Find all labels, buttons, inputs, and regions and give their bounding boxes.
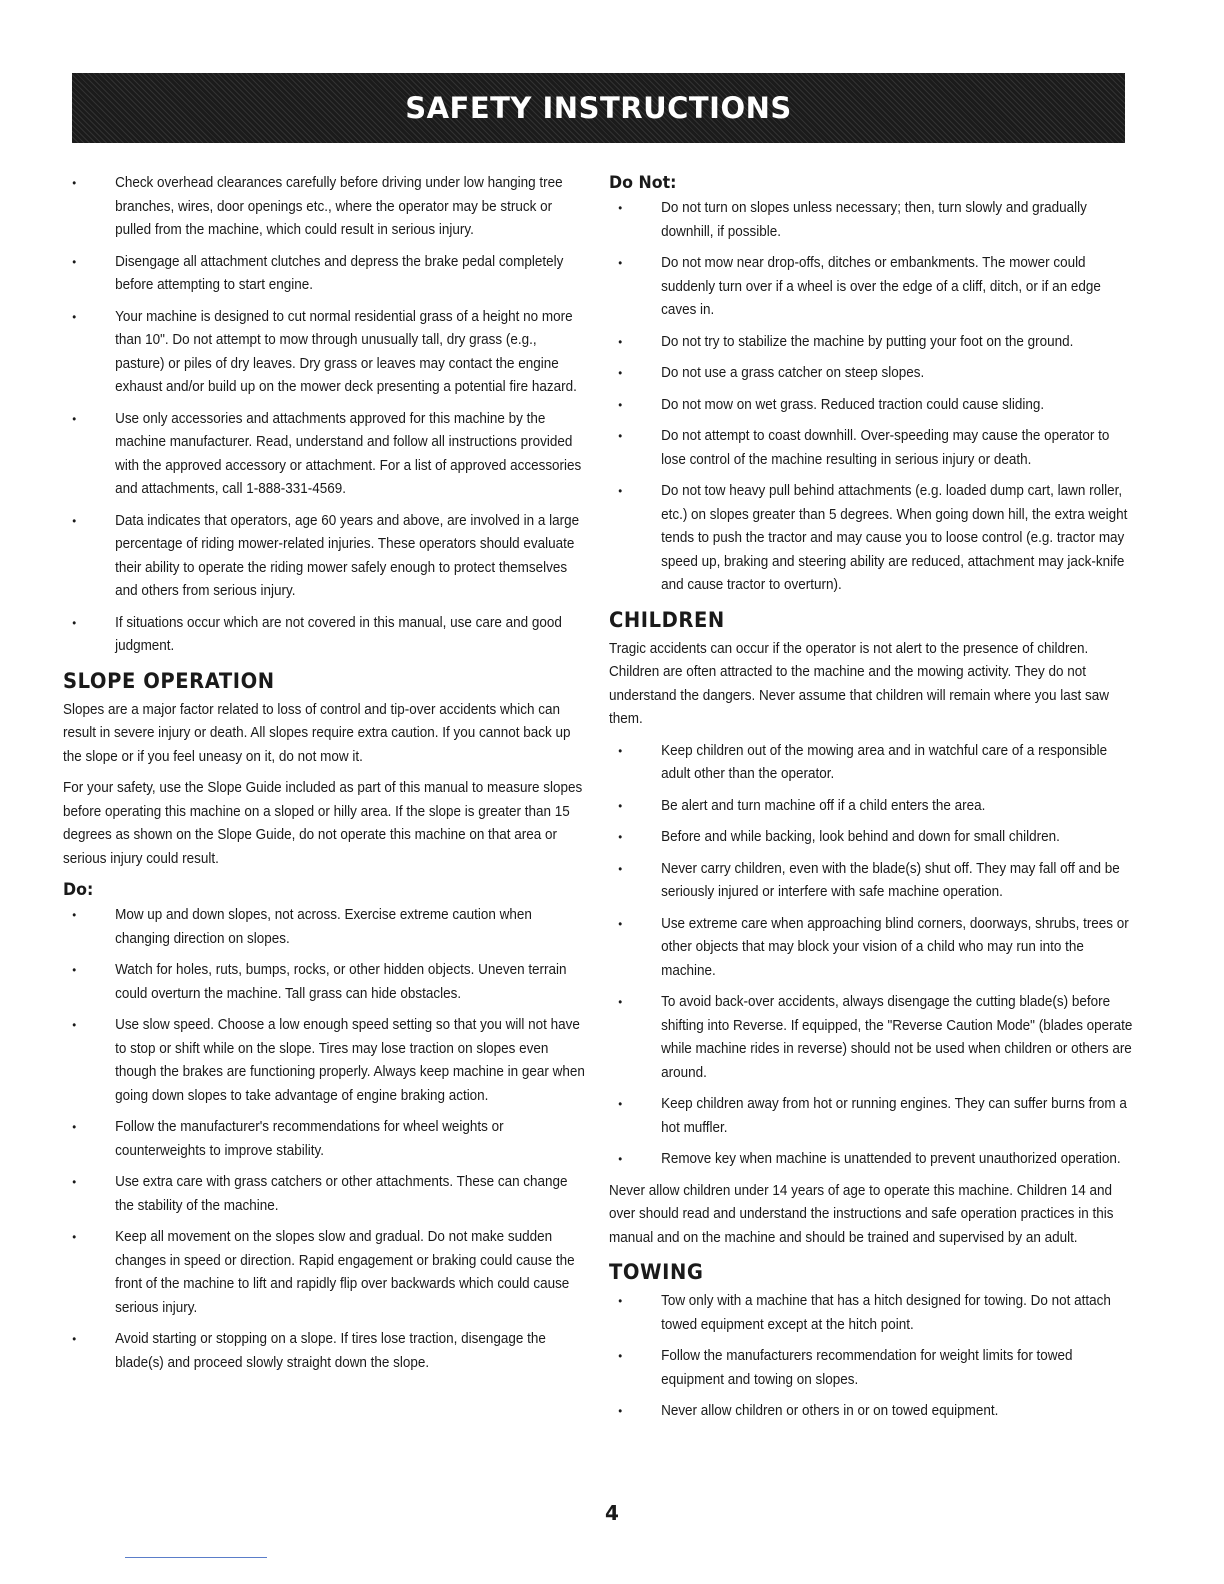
list-item-text: To avoid back-over accidents, always disengage the cutting blade(s) before shifting into Reverse. If equipped, the "Reverse Caution Mode" (blades operate while machine rides in reverse) should not be used when children or others are around.: [661, 994, 1133, 1081]
list-item-text: Follow the manufacturers recommendation for weight limits for towed equipment and towing on slopes.: [661, 1348, 1073, 1388]
list-item-text: Use only accessories and attachments approved for this machine by the machine manufacturer. Read, understand and follow all instructions provided with the approved accessory or attachment. For a list of approved accessories and attachments, call 1-888-331-4569.: [115, 410, 582, 497]
list-item: [609, 795, 1134, 819]
list-item: [609, 740, 1134, 787]
bullet-icon: •: [618, 1097, 623, 1111]
bullet-icon: •: [618, 201, 623, 215]
list-item-text: Use extra care with grass catchers or other attachments. These can change the stability of the machine.: [115, 1174, 568, 1214]
list-item: [63, 959, 588, 1006]
bullet-icon: •: [618, 995, 623, 1009]
bullet-icon: •: [72, 176, 77, 190]
bullet-icon: •: [72, 1230, 77, 1244]
list-item-text: Before and while backing, look behind and down for small children.: [661, 829, 1060, 845]
list-item: [63, 612, 588, 659]
slope-do-list: [63, 904, 588, 1375]
list-item: [609, 1148, 1134, 1172]
list-item-text: Keep children away from hot or running engines. They can suffer burns from a hot muffler.: [661, 1096, 1127, 1136]
list-item-text: Your machine is designed to cut normal residential grass of a height no more than 10". Do not attempt to mow through unusually tall, dry grass (e.g., pasture) or piles of dry leaves. Dry grass or leaves may contact the engine exhaust and/or build up on the mower deck presenting a potential fire hazard.: [115, 308, 577, 395]
list-item: [63, 172, 588, 243]
list-item-text: Remove key when machine is unattended to prevent unauthorized operation.: [661, 1151, 1121, 1167]
right-column: [609, 172, 1134, 1432]
bullet-icon: •: [72, 513, 77, 528]
bullet-icon: •: [618, 1349, 623, 1363]
bullet-icon: •: [72, 254, 77, 269]
list-item-text: Keep children out of the mowing area and in watchful care of a responsible adult other than the operator.: [661, 742, 1108, 782]
list-item: [609, 362, 1134, 386]
list-item: [63, 1014, 588, 1108]
list-item-text: Never allow children or others in or on towed equipment.: [661, 1403, 999, 1419]
children-closing: Never allow children under 14 years of age to operate this machine. Children 14 and over should read and understand the instructions and safe operation practices in this manual and on the machine and should be trained and supervised by an adult.: [609, 1182, 1114, 1246]
bullet-icon: •: [72, 1018, 77, 1032]
list-item-text: If situations occur which are not covered in this manual, use care and good judgment.: [115, 614, 562, 654]
intro-safety-list: [63, 172, 588, 659]
list-item: [63, 1328, 588, 1375]
list-item-text: Do not turn on slopes unless necessary; then, turn slowly and gradually downhill, if possible.: [661, 200, 1087, 240]
list-item-text: Do not mow near drop-offs, ditches or embankments. The mower could suddenly turn over if a wheel is over the edge of a cliff, ditch, or if an edge caves in.: [661, 255, 1101, 318]
list-item-text: Tow only with a machine that has a hitch designed for towing. Do not attach towed equipment except at the hitch point.: [661, 1293, 1111, 1333]
page-number: 4: [605, 1501, 619, 1525]
bullet-icon: •: [618, 1294, 623, 1308]
list-item: [609, 991, 1134, 1085]
list-item: [609, 913, 1134, 984]
bullet-icon: •: [72, 908, 77, 922]
list-item: [63, 510, 588, 604]
list-item: [63, 1171, 588, 1218]
list-item-text: Data indicates that operators, age 60 years and above, are involved in a large percentage of riding mower-related injuries. These operators should evaluate their ability to operate the riding mower safely enough to protect themselves and others from serious injury.: [115, 512, 580, 599]
list-item-text: Never carry children, even with the blade(s) shut off. They may fall off and be seriously injured or interfere with safe machine operation.: [661, 860, 1120, 900]
page-title: SAFETY INSTRUCTIONS: [405, 91, 792, 125]
list-item: [63, 904, 588, 951]
list-item-text: Follow the manufacturer's recommendations for wheel weights or counterweights to improve stability.: [115, 1119, 504, 1159]
bullet-icon: •: [618, 366, 623, 380]
list-item: [609, 197, 1134, 244]
list-item: [609, 1400, 1134, 1424]
bullet-icon: •: [72, 1175, 77, 1189]
slope-paragraph-2: For your safety, use the Slope Guide included as part of this manual to measure slopes before operating this machine on a sloped or hilly area. If the slope is greater than 15 degrees as shown on the Slope Guide, do not operate this machine on that area or serious injury could result.: [63, 780, 583, 867]
bullet-icon: •: [72, 615, 77, 630]
bullet-icon: •: [618, 334, 623, 349]
section-title-children: CHILDREN: [609, 607, 725, 632]
bullet-icon: •: [618, 484, 623, 498]
footer-rule: [125, 1557, 267, 1558]
slope-do-not-list: [609, 197, 1134, 598]
page-header-banner: [72, 73, 1125, 143]
list-item-text: Do not mow on wet grass. Reduced traction could cause sliding.: [661, 396, 1045, 413]
bullet-icon: •: [618, 256, 623, 270]
list-item: [609, 858, 1134, 905]
left-column: [63, 172, 588, 1383]
section-title-slope-operation: SLOPE OPERATION: [63, 668, 275, 693]
list-item-text: Avoid starting or stopping on a slope. If tires lose traction, disengage the blade(s) and proceed slowly straight down the slope.: [115, 1331, 546, 1371]
list-item-text: Keep all movement on the slopes slow and gradual. Do not make sudden changes in speed or direction. Rapid engagement or braking could cause the front of the machine to lift and rapidly flip over backwards which could cause serious injury.: [115, 1229, 575, 1316]
list-item-text: Mow up and down slopes, not across. Exercise extreme caution when changing direction on slopes.: [115, 907, 532, 947]
list-item-text: Use extreme care when approaching blind corners, doorways, shrubs, trees or other objects that may block your vision of a child who may run into the machine.: [661, 915, 1129, 979]
subsection-title-do: Do:: [63, 880, 94, 900]
list-item: [63, 1226, 588, 1320]
towing-list: [609, 1290, 1134, 1424]
bullet-icon: •: [72, 1332, 77, 1346]
list-item: [63, 306, 588, 400]
list-item: [609, 1093, 1134, 1140]
list-item-text: Do not tow heavy pull behind attachments (e.g. loaded dump cart, lawn roller, etc.) on slopes greater than 5 degrees. When going down hill, the extra weight tends to push the tractor and may cause you to loose control (e.g. tractor may speed up, braking and steering ability are reduced, attachment may jack-knife and cause tractor to overturn).: [661, 483, 1128, 593]
bullet-icon: •: [618, 798, 623, 813]
list-item-text: Disengage all attachment clutches and depress the brake pedal completely before attempting to start engine.: [115, 253, 564, 293]
list-item: [63, 251, 588, 298]
list-item: [609, 1345, 1134, 1392]
bullet-icon: •: [72, 309, 77, 324]
bullet-icon: •: [618, 743, 623, 758]
list-item: [609, 1290, 1134, 1337]
list-item: [609, 252, 1134, 323]
bullet-icon: •: [72, 963, 77, 977]
bullet-icon: •: [618, 916, 623, 931]
list-item: [609, 826, 1134, 850]
section-title-towing: TOWING: [609, 1260, 704, 1284]
slope-paragraph-1: Slopes are a major factor related to loss of control and tip-over accidents which can result in severe injury or death. All slopes require extra caution. If you cannot back up the slope or if you feel uneasy on it, do not mow it.: [63, 701, 571, 765]
list-item-text: Do not attempt to coast downhill. Over-speeding may cause the operator to lose control of the machine resulting in serious injury or death.: [661, 428, 1110, 468]
list-item: [609, 331, 1134, 355]
list-item-text: Do not try to stabilize the machine by putting your foot on the ground.: [661, 333, 1074, 350]
list-item: [609, 394, 1134, 418]
bullet-icon: •: [618, 1404, 623, 1418]
list-item-text: Use slow speed. Choose a low enough speed setting so that you will not have to stop or shift while on the slope. Tires may lose traction on slopes even though the brakes are functioning properly. Always keep machine in gear when going down slopes to take advantage of engine braking action.: [115, 1017, 585, 1104]
list-item-text: Do not use a grass catcher on steep slopes.: [661, 365, 925, 381]
bullet-icon: •: [618, 397, 623, 412]
list-item-text: Be alert and turn machine off if a child enters the area.: [661, 797, 986, 814]
bullet-icon: •: [618, 1152, 623, 1166]
children-list: [609, 740, 1134, 1172]
bullet-icon: •: [618, 830, 623, 844]
bullet-icon: •: [618, 861, 623, 876]
list-item: [609, 480, 1134, 598]
list-item-text: Check overhead clearances carefully before driving under low hanging tree branches, wires, door openings etc., where the operator may be struck or pulled from the machine, which could result in serious injury.: [115, 175, 563, 238]
list-item: [609, 425, 1134, 472]
subsection-title-do-not: Do Not:: [609, 173, 677, 193]
bullet-icon: •: [618, 429, 623, 443]
bullet-icon: •: [72, 1120, 77, 1134]
children-intro: Tragic accidents can occur if the operator is not alert to the presence of children. Children are often attracted to the machine and the mowing activity. They do not understand the dangers. Never assume that children will remain where you last saw them.: [609, 640, 1109, 727]
list-item: [63, 1116, 588, 1163]
list-item: [63, 408, 588, 502]
bullet-icon: •: [72, 411, 77, 426]
list-item-text: Watch for holes, ruts, bumps, rocks, or other hidden objects. Uneven terrain could overturn the machine. Tall grass can hide obstacles.: [115, 962, 567, 1002]
